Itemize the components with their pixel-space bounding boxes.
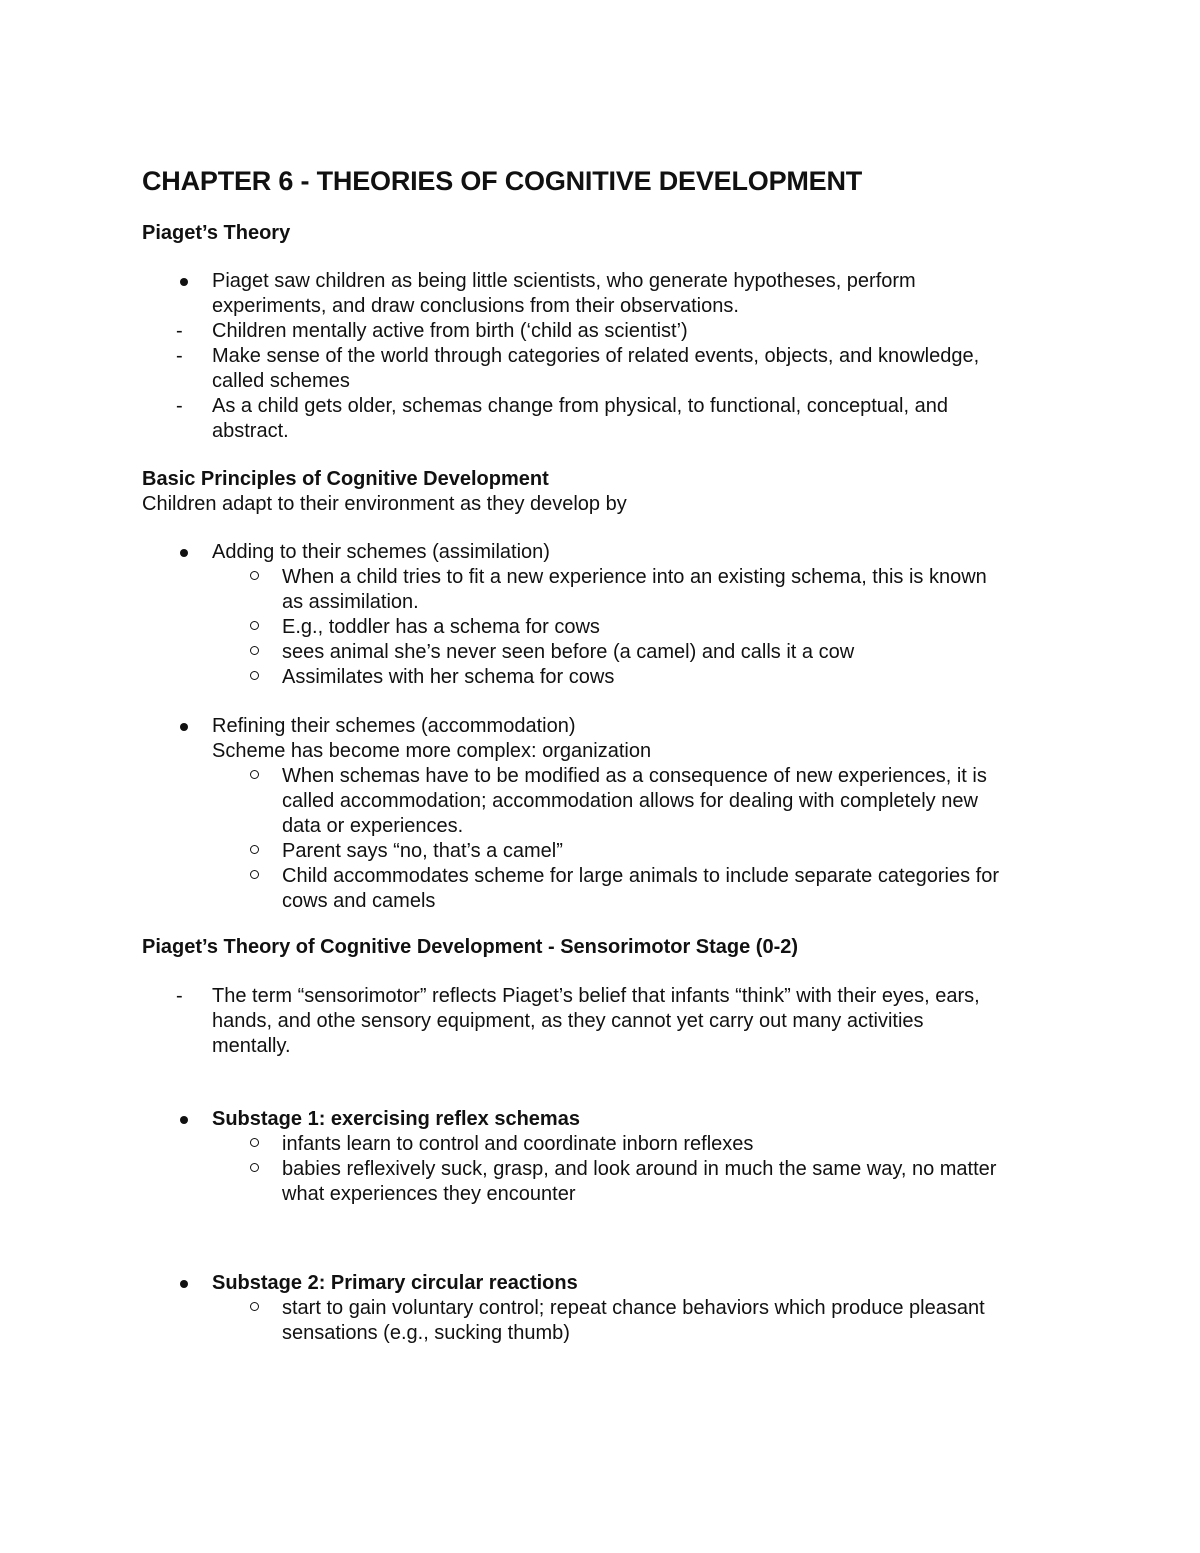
sub-item-text: Child accommodates scheme for large animals to include separate categories for: [282, 865, 1000, 887]
bullet-disc-icon: [180, 549, 188, 557]
substage-label: Substage 1: exercising reflex schemas: [212, 1108, 580, 1130]
dash-marker-icon: -: [176, 395, 183, 417]
dash-item-text: Children mentally active from birth (‘child as scientist’): [212, 320, 688, 342]
bullet-circle-icon: [250, 870, 259, 879]
dash-item-text: As a child gets older, schemas change from physical, to functional, conceptual, and: [212, 395, 948, 417]
dash-item-text: mentally.: [212, 1035, 291, 1057]
bullet-circle-icon: [250, 646, 259, 655]
bullet-circle-icon: [250, 671, 259, 680]
bullet-circle-icon: [250, 621, 259, 630]
sub-item-text: babies reflexively suck, grasp, and look around in much the same way, no matter: [282, 1158, 997, 1180]
bullet-text: Piaget saw children as being little scientists, who generate hypotheses, perform: [212, 270, 916, 292]
dash-item-text: hands, and othe sensory equipment, as they cannot yet carry out many activities: [212, 1010, 924, 1032]
bullet-circle-icon: [250, 1302, 259, 1311]
dash-item-text: The term “sensorimotor” reflects Piaget’s belief that infants “think” with their eyes, ears,: [212, 985, 980, 1007]
bullet-circle-icon: [250, 571, 259, 580]
bullet-text: Adding to their schemes (assimilation): [212, 541, 550, 563]
bullet-disc-icon: [180, 278, 188, 286]
bullet-disc-icon: [180, 1116, 188, 1124]
sub-item-text: cows and camels: [282, 890, 436, 912]
sub-item-text: sees animal she’s never seen before (a camel) and calls it a cow: [282, 641, 855, 663]
bullet-circle-icon: [250, 1138, 259, 1147]
section-intro: Children adapt to their environment as they develop by: [142, 493, 627, 515]
dash-item-text: called schemes: [212, 370, 350, 392]
bullet-circle-icon: [250, 845, 259, 854]
section-heading-sensorimotor: Piaget’s Theory of Cognitive Development - Sensorimotor Stage (0-2): [142, 936, 799, 958]
dash-marker-icon: -: [176, 345, 183, 367]
sub-item-text: When schemas have to be modified as a consequence of new experiences, it is: [282, 765, 987, 787]
dash-item-text: Make sense of the world through categories of related events, objects, and knowledge,: [212, 345, 980, 367]
section-heading-basic-principles: Basic Principles of Cognitive Development: [142, 468, 549, 490]
sub-item-text: E.g., toddler has a schema for cows: [282, 616, 600, 638]
sub-item-text: called accommodation; accommodation allows for dealing with completely new: [282, 790, 978, 812]
sub-item-text: sensations (e.g., sucking thumb): [282, 1322, 570, 1344]
bullet-disc-icon: [180, 1280, 188, 1288]
chapter-title: CHAPTER 6 - THEORIES OF COGNITIVE DEVELOPMENT: [142, 166, 863, 196]
dash-marker-icon: -: [176, 320, 183, 342]
dash-item-text: abstract.: [212, 420, 289, 442]
bullet-circle-icon: [250, 1163, 259, 1172]
sub-item-text: When a child tries to fit a new experience into an existing schema, this is known: [282, 566, 987, 588]
section-heading-piaget-theory: Piaget’s Theory: [142, 222, 291, 244]
sub-item-text: infants learn to control and coordinate inborn reflexes: [282, 1133, 754, 1155]
sub-item-text: data or experiences.: [282, 815, 464, 837]
bullet-text: Refining their schemes (accommodation): [212, 715, 576, 737]
dash-marker-icon: -: [176, 985, 183, 1007]
sub-item-text: what experiences they encounter: [282, 1183, 576, 1205]
sub-item-text: Parent says “no, that’s a camel”: [282, 840, 563, 862]
bullet-text: experiments, and draw conclusions from their observations.: [212, 295, 739, 317]
bullet-disc-icon: [180, 723, 188, 731]
sub-item-text: start to gain voluntary control; repeat chance behaviors which produce pleasant: [282, 1297, 985, 1319]
bullet-continuation-text: Scheme has become more complex: organization: [212, 740, 652, 762]
sub-item-text: as assimilation.: [282, 591, 419, 613]
bullet-circle-icon: [250, 770, 259, 779]
substage-label: Substage 2: Primary circular reactions: [212, 1272, 578, 1294]
sub-item-text: Assimilates with her schema for cows: [282, 666, 615, 688]
